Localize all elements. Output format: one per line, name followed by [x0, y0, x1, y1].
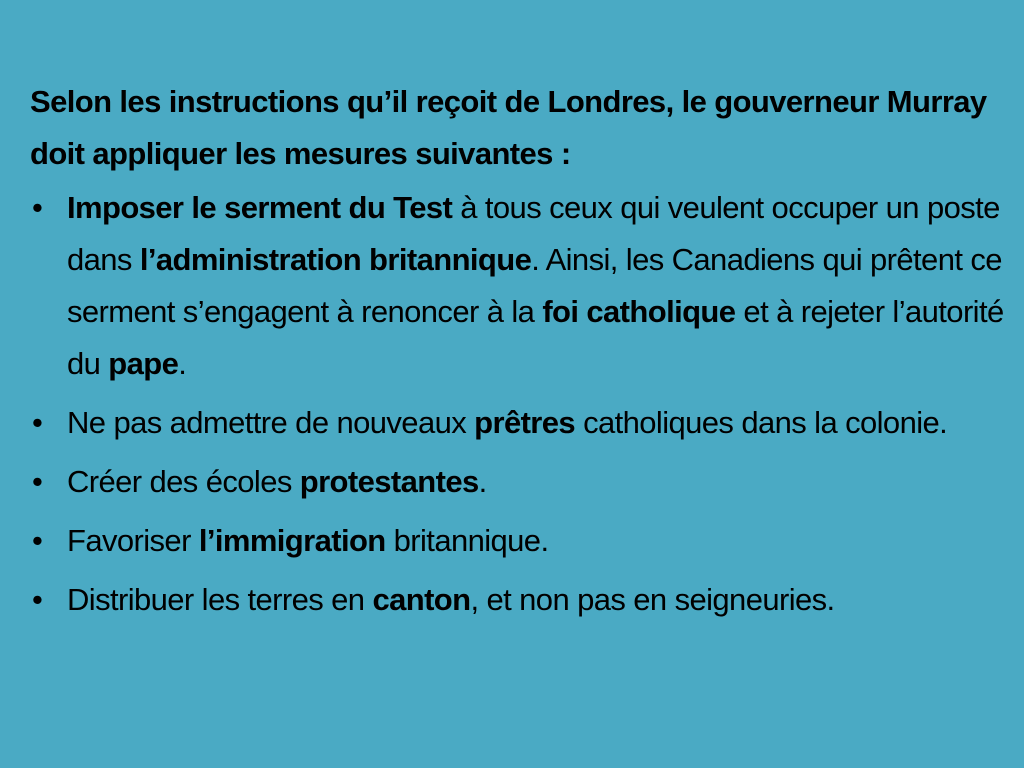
text-segment: . Ainsi, les Canadiens qui prêtent ce serment s’engagent à renoncer à la	[67, 242, 1002, 329]
text-segment: Distribuer les terres en	[67, 582, 373, 617]
text-segment: à tous ceux qui veulent occuper un poste dans	[67, 190, 1000, 277]
bullet-list	[30, 182, 1004, 626]
bullet-icon: •	[32, 464, 43, 499]
bullet-icon: •	[32, 190, 43, 225]
list-item	[30, 574, 1004, 626]
bullet-icon: •	[32, 405, 43, 440]
bold-segment: canton	[372, 582, 471, 617]
text-segment: Favoriser	[67, 523, 199, 558]
bold-segment: prêtres	[474, 405, 576, 440]
list-item	[30, 397, 1004, 449]
bullet-icon: •	[32, 523, 43, 558]
bold-segment: l’administration britannique	[139, 242, 532, 277]
list-item	[30, 182, 1004, 390]
text-segment: britannique.	[385, 523, 549, 558]
text-segment: , et non pas en seigneuries.	[470, 582, 835, 617]
text-segment: Ne pas admettre de nouveaux	[67, 405, 475, 440]
bold-segment: foi catholique	[542, 294, 736, 329]
list-item	[30, 456, 1004, 508]
text-segment: .	[478, 464, 487, 499]
text-segment: Créer des écoles	[67, 464, 300, 499]
intro-paragraph: Selon les instructions qu’il reçoit de Londres, le gouverneur Murray doit appliquer les mesures suivantes :	[30, 84, 987, 171]
bullet-icon: •	[32, 582, 43, 617]
text-segment: et à rejeter l’autorité du	[67, 294, 1004, 381]
bold-segment: pape	[108, 346, 179, 381]
list-item	[30, 515, 1004, 567]
bold-segment: Imposer le serment du Test	[67, 190, 453, 225]
bold-segment: protestantes	[299, 464, 479, 499]
bold-segment: l’immigration	[198, 523, 386, 558]
text-segment: catholiques dans la colonie.	[575, 405, 948, 440]
text-segment: .	[178, 346, 187, 381]
